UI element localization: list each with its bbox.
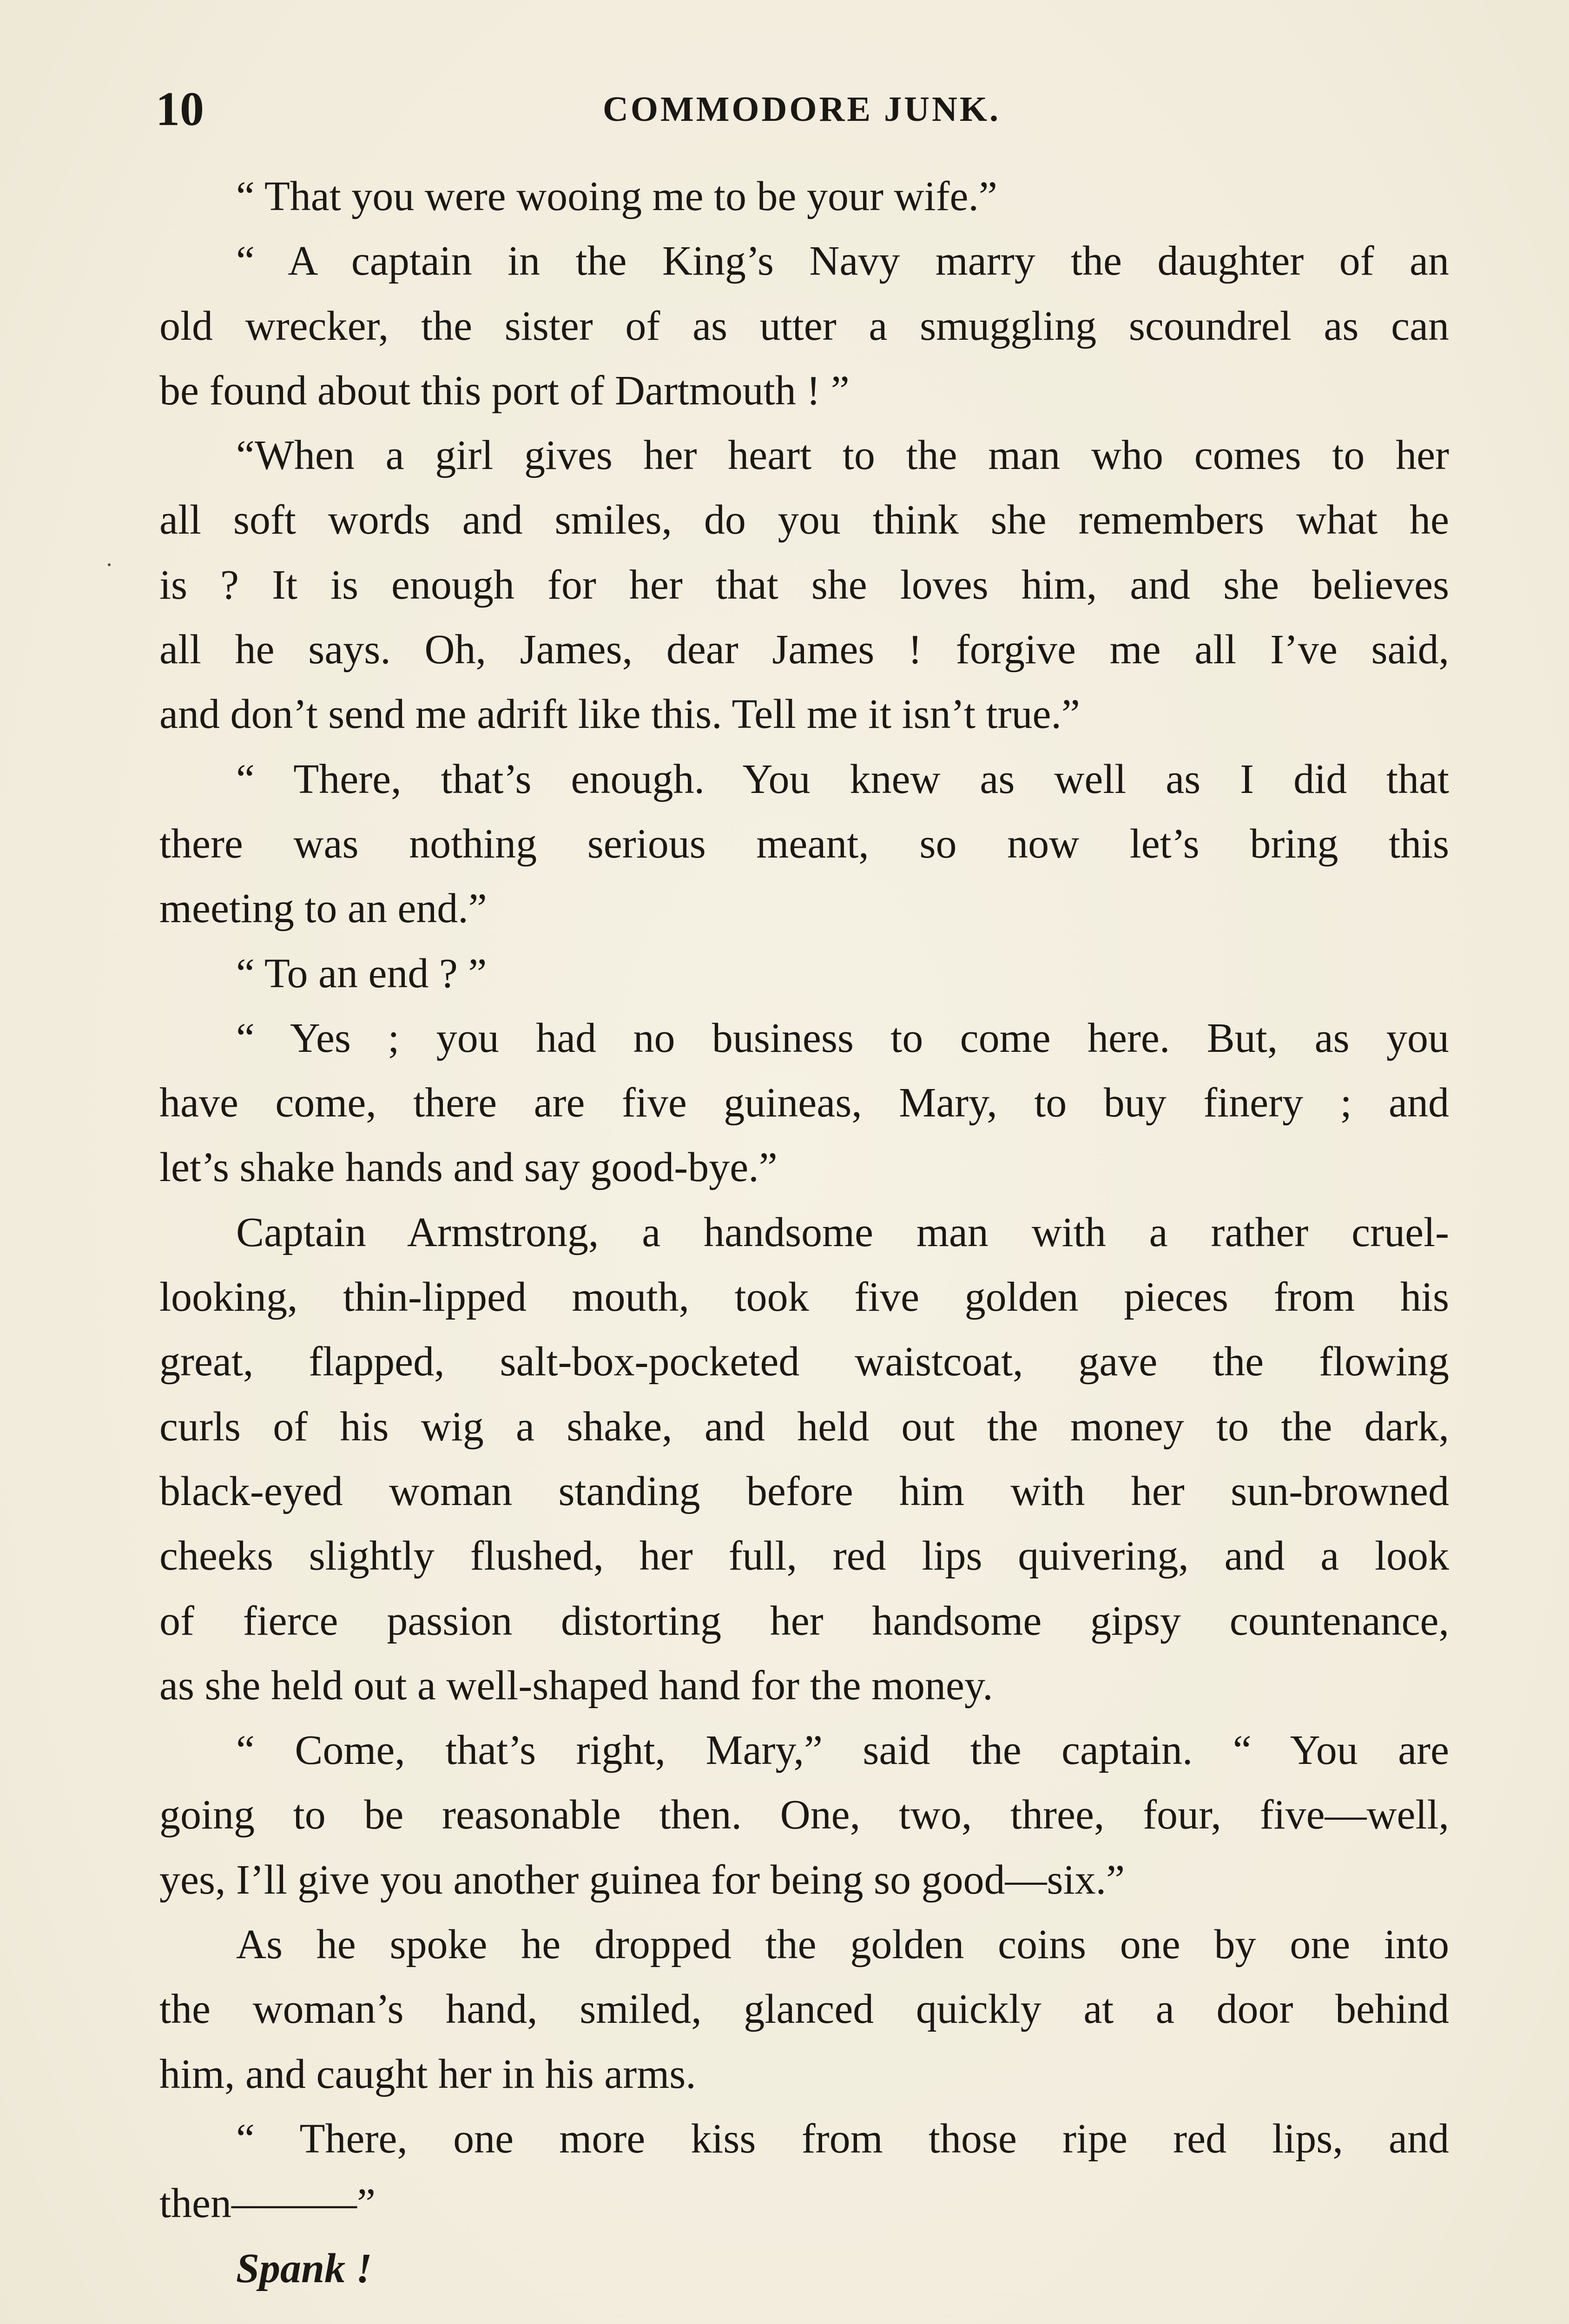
text-line: As he spoke he dropped the golden coins one by one into: [236, 1921, 1449, 1968]
text-line: going to be reasonable then. One, two, three, four, five—well,: [159, 1792, 1449, 1838]
text-line: is ? It is enough for her that she loves him, and she believes: [159, 561, 1449, 608]
text-line: him, and caught her in his arms.: [159, 2051, 696, 2097]
running-title: COMMODORE JUNK.: [602, 90, 1001, 129]
text-line: all soft words and smiles, do you think she remembers what he: [159, 497, 1449, 543]
text-line: yes, I’ll give you another guinea for being so good—six.”: [159, 1856, 1125, 1903]
text-line: “ Come, that’s right, Mary,” said the captain. “ You are: [236, 1727, 1449, 1774]
text-line: “When a girl gives her heart to the man who comes to her: [236, 432, 1449, 479]
text-line: “ A captain in the King’s Navy marry the daughter of an: [236, 238, 1449, 284]
text-line: great, flapped, salt-box-pocketed waistcoat, gave the flowing: [159, 1339, 1449, 1385]
text-line: the woman’s hand, smiled, glanced quickly at a door behind: [159, 1986, 1449, 2033]
page-number: 10: [156, 82, 204, 136]
paper-speck: [108, 563, 111, 566]
text-line: “ There, that’s enough. You knew as well as I did that: [236, 756, 1449, 802]
text-line: “ To an end ? ”: [236, 950, 487, 997]
text-line: Captain Armstrong, a handsome man with a rather cruel-: [236, 1209, 1449, 1255]
text-line: of fierce passion distorting her handsome gipsy countenance,: [159, 1598, 1449, 1644]
text-line: and don’t send me adrift like this. Tell me it isn’t true.”: [159, 691, 1080, 738]
running-header: [156, 79, 1448, 139]
text-line: as she held out a well-shaped hand for the money.: [159, 1662, 993, 1709]
text-line: “ Yes ; you had no business to come here. But, as you: [236, 1015, 1449, 1061]
text-line: looking, thin-lipped mouth, took five golden pieces from his: [159, 1274, 1449, 1320]
text-line: have come, there are five guineas, Mary, to buy finery ; and: [159, 1080, 1449, 1126]
text-line: cheeks slightly flushed, her full, red lips quivering, and a look: [159, 1533, 1449, 1579]
text-line: let’s shake hands and say good-bye.”: [159, 1144, 778, 1191]
text-line: there was nothing serious meant, so now let’s bring this: [159, 820, 1449, 867]
text-line: then———”: [159, 2180, 376, 2227]
text-line: Spank !: [236, 2245, 372, 2291]
text-line: meeting to an end.”: [159, 885, 487, 932]
text-line: “ There, one more kiss from those ripe red lips, and: [236, 2115, 1449, 2162]
text-line: curls of his wig a shake, and held out the money to the dark,: [159, 1403, 1449, 1450]
text-line: old wrecker, the sister of as utter a smuggling scoundrel as can: [159, 303, 1449, 349]
text-line: be found about this port of Dartmouth ! ”: [159, 367, 850, 414]
body-text: [159, 164, 1449, 2301]
text-line: “ That you were wooing me to be your wife.”: [236, 173, 997, 219]
text-line: black-eyed woman standing before him with her sun-browned: [159, 1468, 1449, 1514]
text-line: all he says. Oh, James, dear James ! forgive me all I’ve said,: [159, 627, 1449, 673]
